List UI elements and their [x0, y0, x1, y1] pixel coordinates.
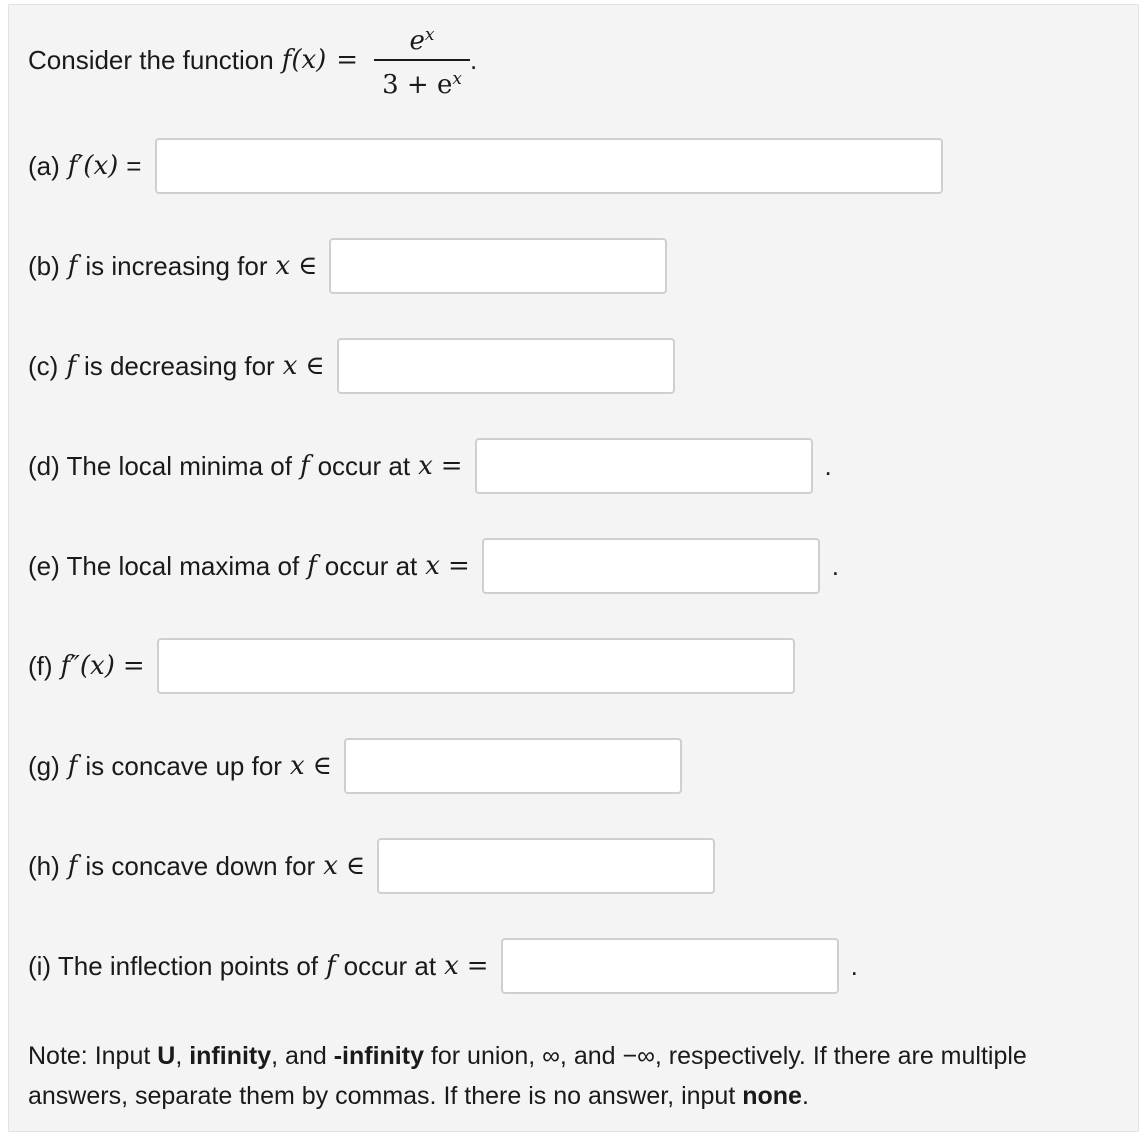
part-b-in: ∈ [298, 251, 318, 281]
part-h-x: x [323, 851, 338, 881]
part-i-x: x [444, 951, 459, 981]
part-e-equals: = [447, 551, 470, 581]
answer-input-i[interactable] [501, 938, 839, 994]
part-i [28, 936, 858, 996]
denominator-exponent: x [452, 68, 462, 89]
part-h [28, 836, 715, 896]
part-e-f: f [307, 551, 317, 581]
equals-sign: = [336, 45, 359, 75]
note-text-2: , [175, 1042, 190, 1070]
denominator: 3 + e [382, 69, 453, 100]
part-e [28, 536, 839, 596]
part-f-expr: f″(x) [60, 651, 115, 681]
numerator: e [409, 26, 425, 57]
function-lhs: f(x) [281, 45, 327, 75]
note-neg-infinity-keyword: -infinity [333, 1042, 424, 1070]
part-b [28, 236, 667, 296]
part-d-period: . [824, 450, 832, 481]
note-text-3: , and [271, 1042, 334, 1070]
part-i-label: (i) The inflection points of [28, 950, 318, 981]
answer-input-f[interactable] [157, 638, 795, 694]
part-c-text: is decreasing for [83, 350, 275, 381]
part-d-text: occur at [317, 450, 411, 481]
numerator-exponent: x [424, 25, 435, 46]
part-b-x: x [275, 251, 291, 281]
part-i-equals: = [466, 951, 489, 981]
answer-input-e[interactable] [482, 538, 820, 594]
part-f-equals: = [122, 651, 145, 681]
part-g-in: ∈ [312, 751, 332, 781]
part-e-text: occur at [324, 550, 418, 581]
part-c-f: f [66, 351, 76, 381]
part-i-f: f [326, 951, 336, 981]
part-c [28, 336, 675, 396]
note-text-1: Note: Input [28, 1042, 158, 1070]
part-d-label: (d) The local minima of [28, 450, 292, 481]
part-e-period: . [831, 550, 839, 581]
part-d-equals: = [440, 451, 463, 481]
part-b-f: f [67, 251, 78, 281]
note-union-keyword: U [157, 1042, 176, 1070]
part-g-f: f [67, 751, 78, 781]
part-i-text: occur at [343, 950, 437, 981]
answer-input-g[interactable] [344, 738, 682, 794]
part-a [28, 136, 943, 196]
note-text-4: for union, ∞, and −∞, respectively. If there are multiple answers, separate them by commas. If there is no answer, input [28, 1042, 1027, 1110]
part-a-equals: = [126, 150, 142, 181]
intro-period: . [469, 44, 478, 75]
part-h-label: (h) [28, 850, 60, 881]
part-h-in: ∈ [345, 851, 366, 881]
part-c-x: x [282, 351, 298, 381]
part-f [28, 636, 795, 696]
part-d-f: f [299, 451, 310, 481]
part-b-label: (b) [28, 250, 60, 281]
note-infinity-keyword: infinity [189, 1042, 272, 1070]
part-f-label: (f) [28, 650, 53, 681]
part-g [28, 736, 682, 796]
question-intro [28, 20, 477, 100]
fraction-bar [374, 59, 470, 61]
part-d [28, 436, 832, 496]
part-h-f: f [67, 851, 78, 881]
part-a-expr: f′(x) [67, 151, 119, 181]
part-b-text: is increasing for [85, 250, 268, 281]
note-none-keyword: none [742, 1082, 802, 1110]
part-i-period: . [850, 950, 858, 981]
answer-input-a[interactable] [155, 138, 943, 194]
part-g-text: is concave up for [85, 750, 282, 781]
note-text-5: . [801, 1082, 809, 1110]
part-g-x: x [289, 751, 305, 781]
answer-input-b[interactable] [329, 238, 667, 294]
part-e-label: (e) The local maxima of [28, 550, 300, 581]
part-c-in: ∈ [305, 351, 325, 381]
answer-input-c[interactable] [337, 338, 675, 394]
part-a-label: (a) [28, 150, 60, 181]
part-h-text: is concave down for [85, 850, 316, 881]
part-d-x: x [418, 451, 433, 481]
answer-input-d[interactable] [475, 438, 813, 494]
input-note [28, 1036, 1108, 1116]
part-c-label: (c) [28, 350, 59, 381]
intro-text: Consider the function [28, 44, 274, 75]
part-e-x: x [425, 551, 440, 581]
function-fraction [374, 20, 470, 100]
part-g-label: (g) [28, 750, 60, 781]
answer-input-h[interactable] [377, 838, 715, 894]
